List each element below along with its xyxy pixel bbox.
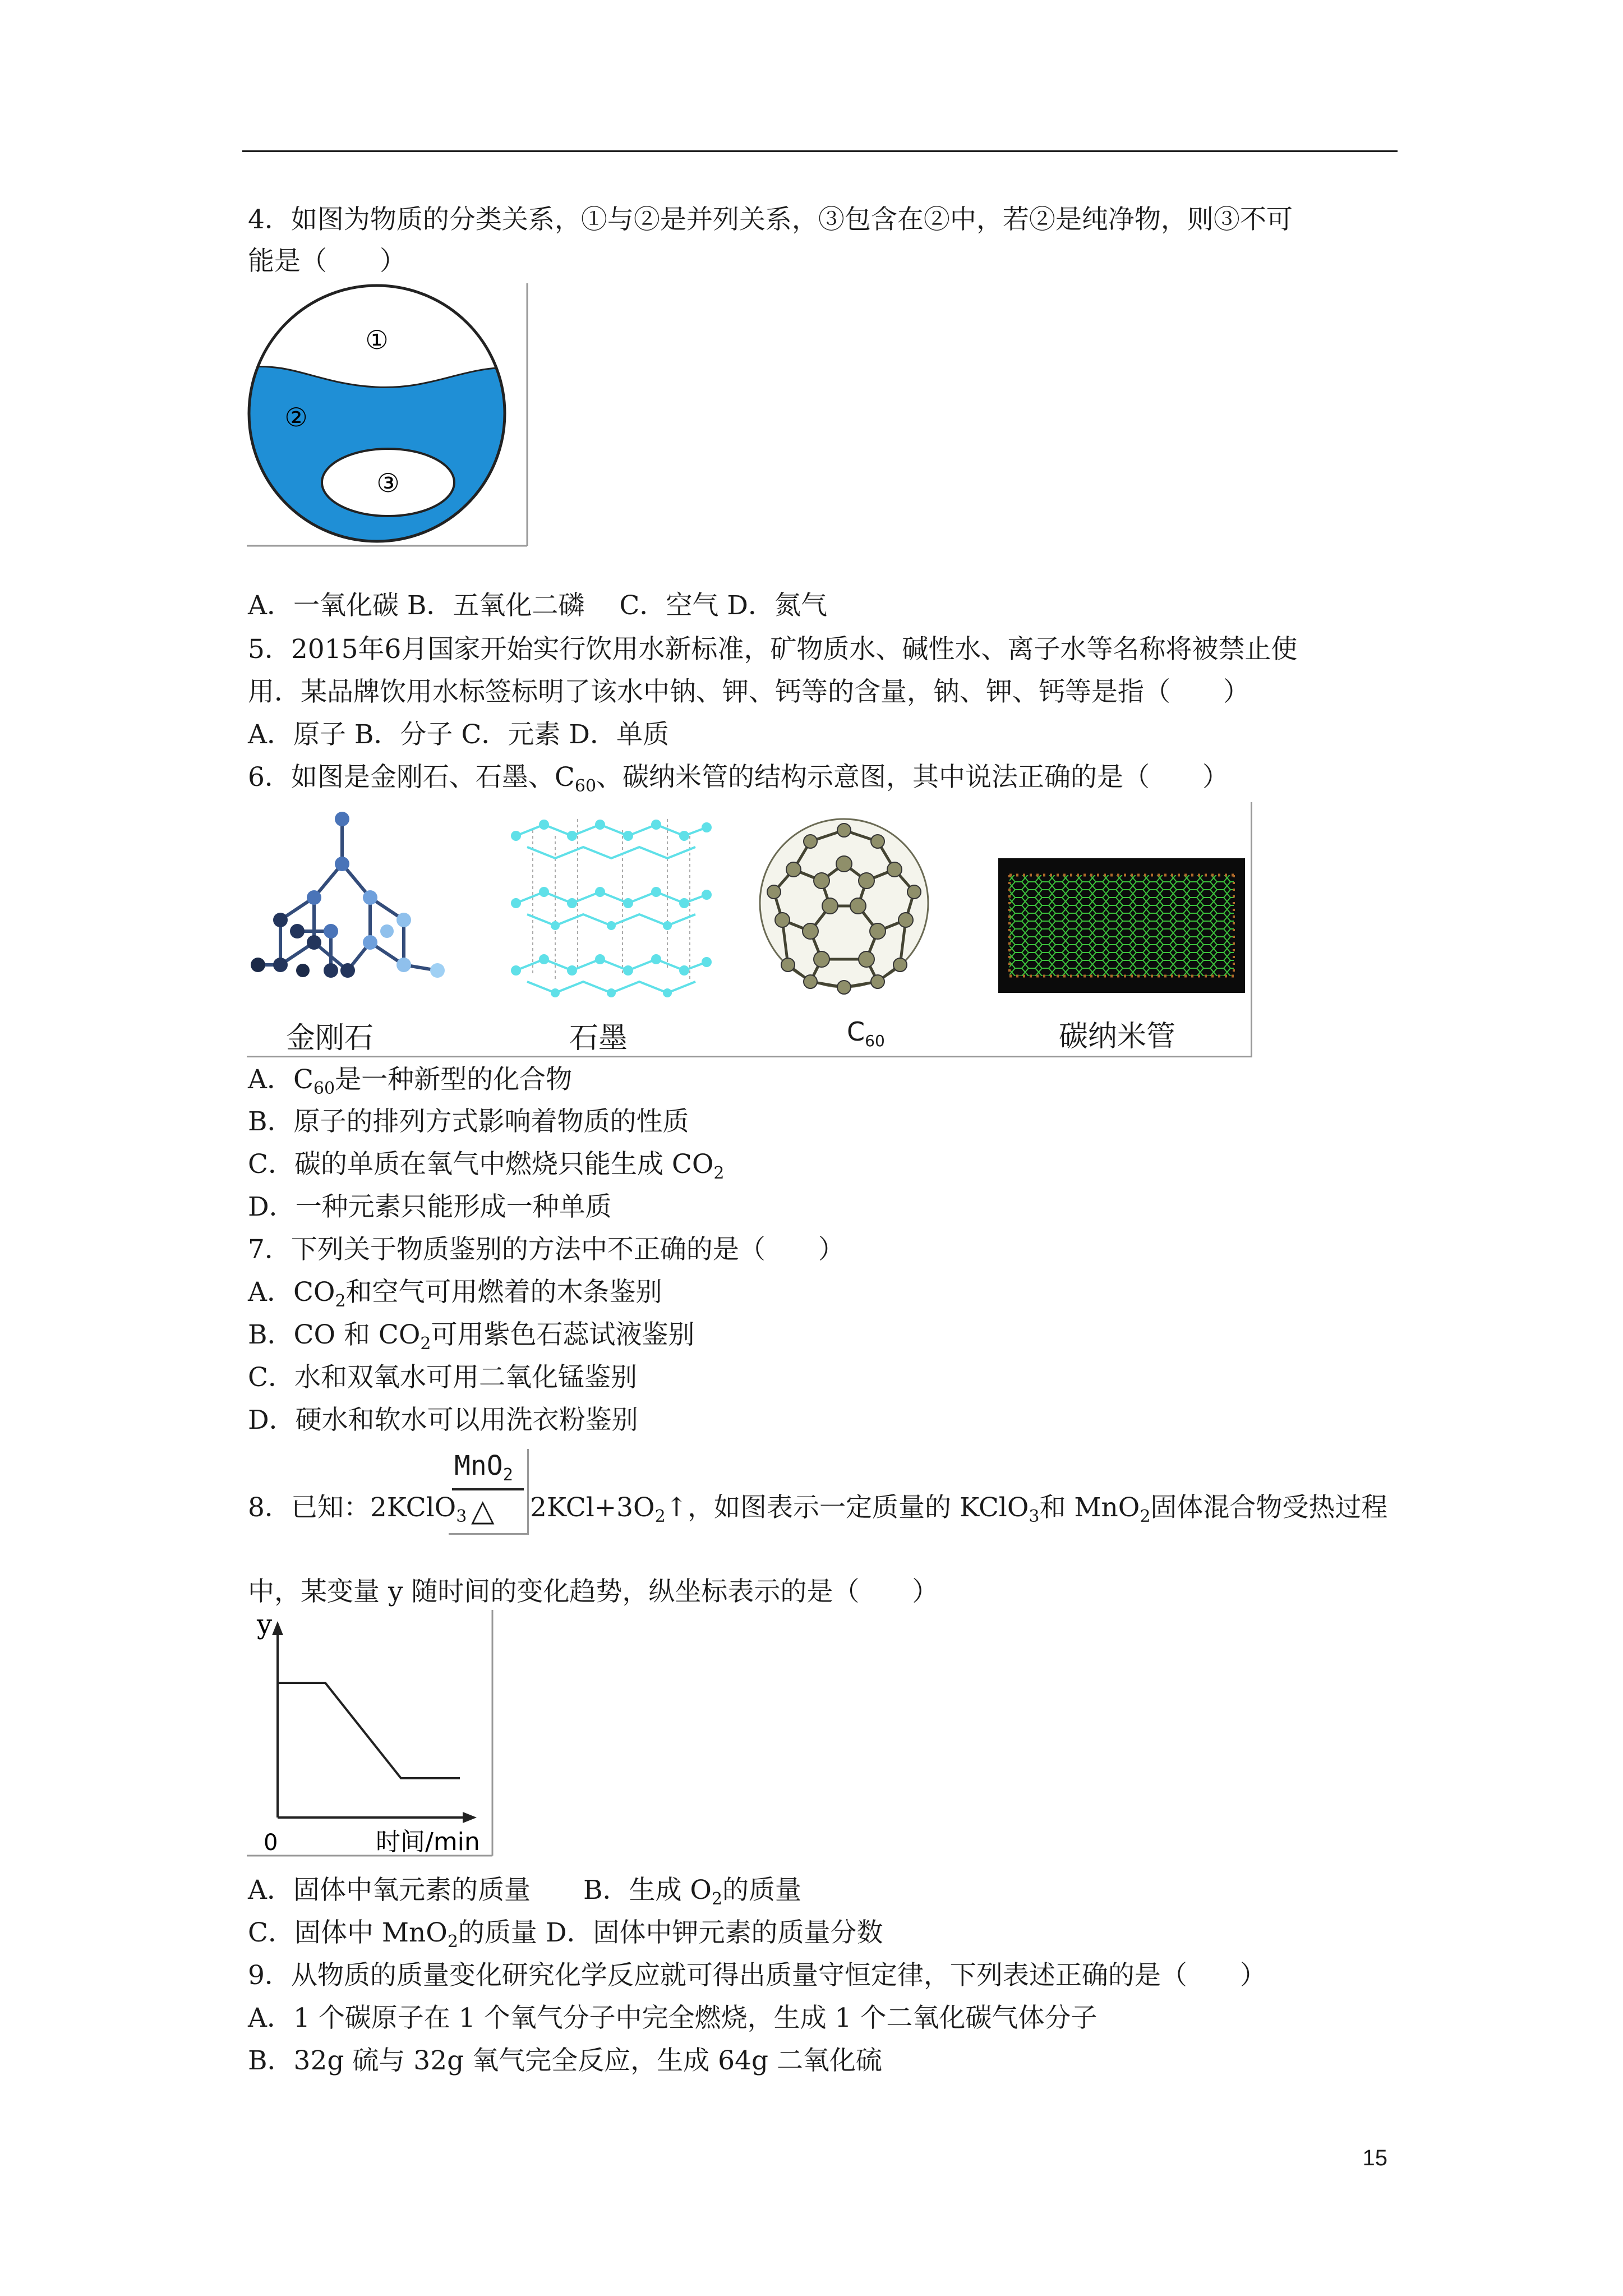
diamond-structure-image — [247, 802, 449, 1004]
q4-venn-diagram — [247, 283, 530, 547]
c60-label: $C_{60}$ — [847, 1016, 885, 1050]
q8-options-cd: C．固体中 MnO$_2$的质量 D．固体中钾元素的质量分数 — [248, 1917, 883, 1952]
page-number: 15 — [1362, 2146, 1387, 2170]
q5-stem-line2: 用．某品牌饮用水标签标明了该水中钠、钾、钙等的含量，钠、钾、钙等是指（ ） — [248, 677, 1249, 707]
data-line — [278, 1683, 460, 1778]
q4-stem-line1: 4．如图为物质的分类关系，①与②是并列关系，③包含在②中，若②是纯净物，则③不可 — [248, 204, 1293, 235]
q8-stem-line1: 8．已知：2KClO$_3$ — [248, 1492, 467, 1526]
c60-structure-image — [743, 802, 945, 1004]
y-axis-label: y — [257, 1610, 273, 1640]
nanotube-label: 碳纳米管 — [1059, 1020, 1176, 1053]
q8-graph — [247, 1610, 494, 1857]
q6-option-b: B．原子的排列方式影响着物质的性质 — [248, 1106, 689, 1137]
q9-option-b: B．32g 硫与 32g 氧气完全反应，生成 64g 二氧化硫 — [248, 2045, 882, 2076]
q4-stem-line2: 能是（ ） — [248, 246, 406, 277]
q8-reaction-condition — [449, 1449, 529, 1535]
header-rule — [242, 150, 1398, 152]
heat-symbol: △ — [471, 1493, 495, 1528]
graphite-label: 石墨 — [569, 1022, 628, 1055]
catalyst-label: MnO$_2$ — [454, 1450, 513, 1485]
q7-option-a: A．$CO_2$和空气可用燃着的木条鉴别 — [248, 1277, 662, 1311]
diamond-label: 金刚石 — [286, 1022, 374, 1055]
origin-label: 0 — [264, 1830, 278, 1856]
q6-stem: 6．如图是金刚石、石墨、$C_{60}$、碳纳米管的结构示意图，其中说法正确的是（ ） — [248, 762, 1229, 796]
q7-option-c: C．水和双氧水可用二氧化锰鉴别 — [248, 1362, 637, 1393]
q5-stem-line1: 5．2015年6月国家开始实行饮用水新标准，矿物质水、碱性水、离子水等名称将被禁止使 — [248, 634, 1298, 665]
q8-stem-line2: 中，某变量 y 随时间的变化趋势，纵坐标表示的是（ ） — [248, 1576, 939, 1607]
q9-stem: 9．从物质的质量变化研究化学反应就可得出质量守恒定律，下列表述正确的是（ ） — [248, 1960, 1266, 1991]
q8-options-ab: A．固体中氧元素的质量 B．生成 $O_2$的质量 — [248, 1875, 802, 1909]
reaction-bar — [452, 1488, 524, 1490]
q7-option-d: D．硬水和软水可以用洗衣粉鉴别 — [248, 1405, 638, 1435]
q6-option-c: C．碳的单质在氧气中燃烧只能生成 $CO_2$ — [248, 1149, 725, 1183]
q6-option-d: D．一种元素只能形成一种单质 — [248, 1191, 612, 1222]
x-axis-label: 时间/min — [376, 1828, 480, 1856]
q6-structure-figure — [247, 802, 1252, 1057]
region-3-label: ③ — [376, 468, 400, 498]
q9-option-a: A．1 个碳原子在 1 个氧气分子中完全燃烧，生成 1 个二氧化碳气体分子 — [248, 2003, 1098, 2033]
q7-option-b: B．CO 和 $CO_2$可用紫色石蕊试液鉴别 — [248, 1319, 695, 1354]
q4-options: A．一氧化碳 B．五氧化二磷 C．空气 D．氮气 — [248, 590, 827, 621]
graphite-structure-image — [510, 802, 712, 1004]
nanotube-structure-image — [998, 858, 1245, 993]
q7-stem: 7．下列关于物质鉴别的方法中不正确的是（ ） — [248, 1234, 845, 1265]
region-1-label: ① — [365, 325, 389, 355]
q5-options: A．原子 B．分子 C．元素 D．单质 — [248, 719, 669, 750]
q6-option-a: A．$C_{60}$是一种新型的化合物 — [248, 1064, 573, 1098]
region-2-label: ② — [284, 402, 308, 432]
q8-stem-line1-cont: $2KCl+3O_2↑$，如图表示一定质量的 KClO$_3$和 MnO$_2$固体混合物受热过程 — [530, 1492, 1388, 1526]
